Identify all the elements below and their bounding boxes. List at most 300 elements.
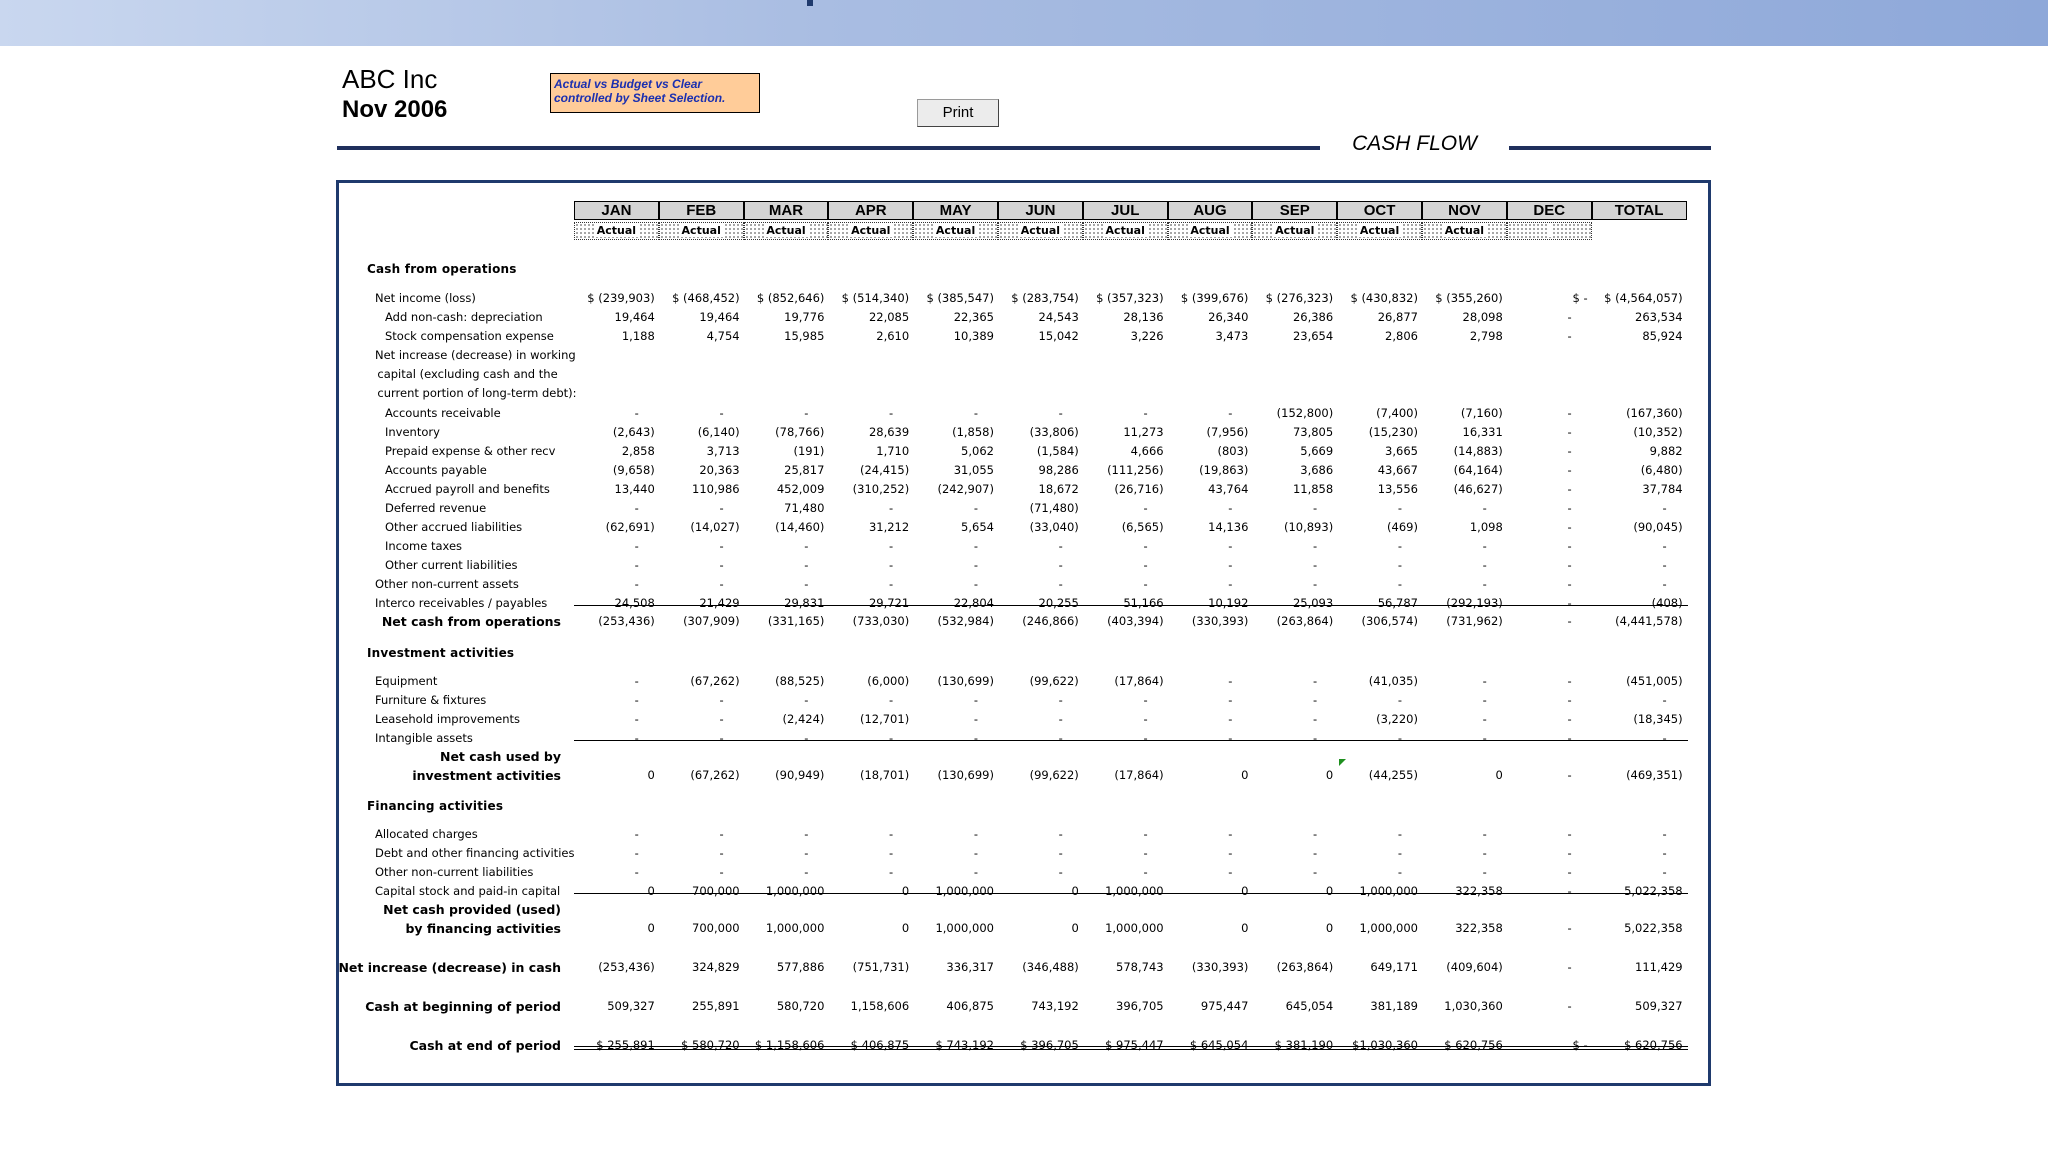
cell-mar[interactable]: (331,165) — [767, 614, 825, 628]
cell-feb[interactable]: $ 580,720 — [681, 1038, 740, 1052]
cell-aug[interactable]: 14,136 — [1208, 520, 1249, 534]
cell-nov[interactable]: - — [1482, 674, 1487, 688]
cell-nov[interactable]: (7,160) — [1460, 406, 1503, 420]
cell-jan[interactable]: - — [634, 731, 639, 745]
cell-apr[interactable]: 2,610 — [876, 329, 910, 343]
cell-feb[interactable]: 700,000 — [692, 921, 740, 935]
cell-mar[interactable]: 577,886 — [776, 960, 825, 974]
cell-jul[interactable]: - — [1143, 731, 1148, 745]
cell-total[interactable]: $ 620,756 — [1624, 1038, 1683, 1052]
cell-may[interactable]: - — [973, 846, 978, 860]
cell-apr[interactable]: $ (514,340) — [841, 291, 910, 305]
cell-jun[interactable]: 20,255 — [1038, 596, 1079, 610]
cell-jul[interactable]: - — [1143, 501, 1148, 515]
cell-jun[interactable]: - — [1058, 865, 1063, 879]
cell-aug[interactable]: - — [1228, 539, 1233, 553]
cell-dec[interactable]: - — [1567, 960, 1572, 974]
cell-total[interactable]: 5,022,358 — [1624, 921, 1683, 935]
cell-feb[interactable]: 324,829 — [692, 960, 740, 974]
cell-aug[interactable]: 975,447 — [1200, 999, 1249, 1013]
cell-aug[interactable]: - — [1228, 827, 1233, 841]
cell-oct[interactable]: - — [1397, 865, 1402, 879]
cell-jan[interactable]: $ (239,903) — [587, 291, 655, 305]
cell-jan[interactable]: - — [634, 406, 639, 420]
cell-feb[interactable]: - — [719, 846, 724, 860]
cell-mar[interactable]: - — [804, 865, 809, 879]
cell-oct[interactable]: 649,171 — [1370, 960, 1418, 974]
cell-oct[interactable]: (469) — [1387, 520, 1418, 534]
cell-oct[interactable]: 43,667 — [1377, 463, 1418, 477]
cell-nov[interactable]: (46,627) — [1453, 482, 1503, 496]
cell-feb[interactable]: 110,986 — [692, 482, 740, 496]
cell-mar[interactable]: 452,009 — [776, 482, 825, 496]
cell-nov[interactable]: - — [1482, 846, 1487, 860]
cell-oct[interactable]: - — [1397, 577, 1402, 591]
cell-dec[interactable]: $ - — [1572, 291, 1588, 305]
cell-feb[interactable]: - — [719, 539, 724, 553]
cell-oct[interactable]: - — [1397, 731, 1402, 745]
cell-apr[interactable]: - — [889, 558, 894, 572]
cell-nov[interactable]: 1,030,360 — [1444, 999, 1503, 1013]
cell-feb[interactable]: $ (468,452) — [672, 291, 740, 305]
cell-dec[interactable]: - — [1567, 884, 1572, 898]
cell-nov[interactable]: 322,358 — [1455, 884, 1503, 898]
cell-apr[interactable]: - — [889, 577, 894, 591]
cell-total[interactable]: 37,784 — [1642, 482, 1683, 496]
cell-aug[interactable]: 0 — [1241, 921, 1249, 935]
cell-oct[interactable]: 13,556 — [1377, 482, 1418, 496]
cell-aug[interactable]: - — [1228, 693, 1233, 707]
cell-apr[interactable]: - — [889, 501, 894, 515]
cell-nov[interactable]: (731,962) — [1446, 614, 1503, 628]
cell-dec[interactable]: - — [1567, 827, 1572, 841]
cell-nov[interactable]: 0 — [1495, 768, 1503, 782]
cell-oct[interactable]: (44,255) — [1368, 768, 1418, 782]
cell-mar[interactable]: 1,000,000 — [765, 884, 825, 898]
cell-jul[interactable]: - — [1143, 846, 1148, 860]
cell-oct[interactable]: 381,189 — [1370, 999, 1418, 1013]
cell-mar[interactable]: - — [804, 539, 809, 553]
cell-may[interactable]: 336,317 — [946, 960, 994, 974]
cell-jan[interactable]: 24,508 — [614, 596, 655, 610]
cell-jul[interactable]: (26,716) — [1114, 482, 1164, 496]
cell-apr[interactable]: 1,158,606 — [850, 999, 910, 1013]
cell-mar[interactable]: - — [804, 731, 809, 745]
cell-jul[interactable]: 28,136 — [1123, 310, 1164, 324]
cell-jun[interactable]: 18,672 — [1038, 482, 1079, 496]
cell-dec[interactable]: - — [1567, 999, 1572, 1013]
cell-apr[interactable]: (12,701) — [859, 712, 910, 726]
cell-apr[interactable]: 29,721 — [868, 596, 910, 610]
cell-sep[interactable]: - — [1313, 577, 1318, 591]
cell-feb[interactable]: (67,262) — [690, 674, 740, 688]
cell-sep[interactable]: - — [1313, 558, 1318, 572]
cell-jun[interactable]: (33,040) — [1029, 520, 1079, 534]
cell-dec[interactable]: - — [1567, 406, 1572, 420]
cell-sep[interactable]: 11,858 — [1292, 482, 1334, 496]
cell-apr[interactable]: 22,085 — [868, 310, 910, 324]
cell-sep[interactable]: - — [1313, 501, 1318, 515]
cell-jan[interactable]: 1,188 — [621, 329, 655, 343]
cell-jun[interactable]: - — [1058, 539, 1063, 553]
cell-aug[interactable]: - — [1228, 577, 1233, 591]
cell-total[interactable]: - — [1662, 501, 1667, 515]
cell-dec[interactable]: - — [1567, 482, 1572, 496]
cell-mar[interactable]: (191) — [793, 444, 825, 458]
cell-may[interactable]: 406,875 — [946, 999, 994, 1013]
cell-dec[interactable]: - — [1567, 463, 1572, 477]
cell-may[interactable]: 5,654 — [961, 520, 994, 534]
cell-jun[interactable]: (33,806) — [1029, 425, 1079, 439]
cell-jun[interactable]: - — [1058, 712, 1063, 726]
cell-total[interactable]: (469,351) — [1626, 768, 1683, 782]
cell-apr[interactable]: 28,639 — [868, 425, 910, 439]
cell-aug[interactable]: 0 — [1241, 884, 1249, 898]
cell-may[interactable]: - — [973, 731, 978, 745]
cell-jun[interactable]: $ (283,754) — [1011, 291, 1079, 305]
cell-total[interactable]: (6,480) — [1640, 463, 1683, 477]
cell-jul[interactable]: 578,743 — [1116, 960, 1164, 974]
cell-may[interactable]: 31,055 — [953, 463, 994, 477]
cell-sep[interactable]: 0 — [1325, 884, 1334, 898]
cell-apr[interactable]: - — [889, 693, 894, 707]
cell-jan[interactable]: 13,440 — [614, 482, 655, 496]
cell-sep[interactable]: 23,654 — [1292, 329, 1334, 343]
cell-total[interactable]: (18,345) — [1633, 712, 1683, 726]
cell-sep[interactable]: (263,864) — [1276, 960, 1334, 974]
cell-may[interactable]: $ (385,547) — [926, 291, 994, 305]
cell-aug[interactable]: (330,393) — [1191, 614, 1249, 628]
cell-dec[interactable]: - — [1567, 731, 1572, 745]
cell-jan[interactable]: - — [634, 827, 639, 841]
cell-jul[interactable]: (17,864) — [1114, 768, 1164, 782]
cell-jul[interactable]: - — [1143, 577, 1148, 591]
cell-dec[interactable]: $ - — [1572, 1038, 1588, 1052]
cell-sep[interactable]: - — [1313, 731, 1318, 745]
cell-may[interactable]: - — [973, 712, 978, 726]
cell-jan[interactable]: - — [634, 539, 639, 553]
cell-jul[interactable]: - — [1143, 406, 1148, 420]
cell-aug[interactable]: - — [1228, 501, 1233, 515]
cell-jan[interactable]: 0 — [647, 921, 655, 935]
cell-oct[interactable]: 3,665 — [1385, 444, 1418, 458]
cell-sep[interactable]: (152,800) — [1276, 406, 1334, 420]
cell-oct[interactable]: $1,030,360 — [1352, 1038, 1418, 1052]
cell-apr[interactable]: (733,030) — [852, 614, 910, 628]
cell-sep[interactable]: (10,893) — [1283, 520, 1334, 534]
cell-aug[interactable]: (7,956) — [1206, 425, 1249, 439]
cell-oct[interactable]: 1,000,000 — [1359, 921, 1418, 935]
cell-feb[interactable]: 20,363 — [699, 463, 740, 477]
cell-sep[interactable]: 26,386 — [1292, 310, 1334, 324]
cell-jan[interactable]: - — [634, 577, 639, 591]
cell-nov[interactable]: - — [1482, 731, 1487, 745]
cell-dec[interactable]: - — [1567, 865, 1572, 879]
cell-apr[interactable]: - — [889, 539, 894, 553]
cell-jun[interactable]: - — [1058, 693, 1063, 707]
cell-jan[interactable]: - — [634, 501, 639, 515]
cell-may[interactable]: - — [973, 501, 978, 515]
cell-mar[interactable]: (14,460) — [775, 520, 825, 534]
cell-mar[interactable]: - — [804, 558, 809, 572]
cell-total[interactable]: - — [1662, 827, 1667, 841]
cell-mar[interactable]: 19,776 — [784, 310, 825, 324]
cell-dec[interactable]: - — [1567, 712, 1572, 726]
cell-feb[interactable]: - — [719, 865, 724, 879]
cell-jul[interactable]: (111,256) — [1107, 463, 1164, 477]
cell-dec[interactable]: - — [1567, 425, 1572, 439]
cell-may[interactable]: - — [973, 865, 978, 879]
cell-feb[interactable]: 21,429 — [699, 596, 740, 610]
cell-jun[interactable]: 0 — [1071, 921, 1079, 935]
cell-may[interactable]: (130,699) — [937, 768, 994, 782]
cell-jan[interactable]: - — [634, 865, 639, 879]
cell-jul[interactable]: $ 975,447 — [1105, 1038, 1164, 1052]
cell-may[interactable]: - — [973, 539, 978, 553]
cell-may[interactable]: - — [973, 558, 978, 572]
cell-oct[interactable]: - — [1397, 846, 1402, 860]
cell-jun[interactable]: - — [1058, 406, 1063, 420]
cell-jun[interactable]: (99,622) — [1029, 768, 1079, 782]
print-button[interactable]: Print — [917, 99, 999, 127]
cell-jan[interactable]: 0 — [647, 884, 655, 898]
cell-nov[interactable]: - — [1482, 693, 1487, 707]
cell-jan[interactable]: 509,327 — [607, 999, 655, 1013]
cell-jun[interactable]: (99,622) — [1029, 674, 1079, 688]
cell-jun[interactable]: 98,286 — [1038, 463, 1079, 477]
cell-may[interactable]: 22,804 — [953, 596, 994, 610]
cell-sep[interactable]: - — [1313, 827, 1318, 841]
cell-jun[interactable]: (346,488) — [1022, 960, 1079, 974]
cell-total[interactable]: - — [1662, 846, 1667, 860]
cell-dec[interactable]: - — [1567, 577, 1572, 591]
cell-feb[interactable]: (307,909) — [683, 614, 740, 628]
cell-feb[interactable]: 4,754 — [706, 329, 740, 343]
cell-jan[interactable]: (253,436) — [598, 614, 655, 628]
cell-may[interactable]: - — [973, 827, 978, 841]
cell-apr[interactable]: (24,415) — [859, 463, 910, 477]
cell-jun[interactable]: - — [1058, 731, 1063, 745]
cell-jan[interactable]: 2,858 — [621, 444, 655, 458]
cell-apr[interactable]: 0 — [901, 921, 910, 935]
cell-mar[interactable]: $ 1,158,606 — [754, 1038, 825, 1052]
cell-oct[interactable]: - — [1397, 539, 1402, 553]
cell-jul[interactable]: 1,000,000 — [1105, 884, 1164, 898]
cell-sep[interactable]: 645,054 — [1285, 999, 1334, 1013]
cell-total[interactable]: 5,022,358 — [1624, 884, 1683, 898]
cell-apr[interactable]: 1,710 — [876, 444, 910, 458]
cell-jun[interactable]: (1,584) — [1036, 444, 1079, 458]
cell-sep[interactable]: 3,686 — [1300, 463, 1334, 477]
cell-jun[interactable]: - — [1058, 577, 1063, 591]
cell-nov[interactable]: - — [1482, 558, 1487, 572]
cell-sep[interactable]: 5,669 — [1300, 444, 1334, 458]
cell-jul[interactable]: 1,000,000 — [1105, 921, 1164, 935]
cell-nov[interactable]: 2,798 — [1469, 329, 1503, 343]
cell-jul[interactable]: - — [1143, 539, 1148, 553]
cell-total[interactable]: (167,360) — [1626, 406, 1683, 420]
cell-jul[interactable]: - — [1143, 693, 1148, 707]
cell-apr[interactable]: - — [889, 865, 894, 879]
cell-jun[interactable]: - — [1058, 827, 1063, 841]
cell-may[interactable]: (242,907) — [937, 482, 994, 496]
cell-total[interactable]: (408) — [1651, 596, 1683, 610]
cell-nov[interactable]: (14,883) — [1453, 444, 1503, 458]
cell-jan[interactable]: 19,464 — [614, 310, 655, 324]
cell-jan[interactable]: - — [634, 712, 639, 726]
cell-total[interactable]: (451,005) — [1626, 674, 1683, 688]
cell-mar[interactable]: 25,817 — [784, 463, 825, 477]
cell-oct[interactable]: (15,230) — [1368, 425, 1418, 439]
cell-nov[interactable]: - — [1482, 501, 1487, 515]
cell-jan[interactable]: (2,643) — [612, 425, 655, 439]
cell-dec[interactable]: - — [1567, 768, 1572, 782]
cell-mar[interactable]: - — [804, 827, 809, 841]
cell-jun[interactable]: - — [1058, 558, 1063, 572]
cell-total[interactable]: 263,534 — [1635, 310, 1683, 324]
cell-sep[interactable]: $ (276,323) — [1265, 291, 1334, 305]
cell-mar[interactable]: 1,000,000 — [765, 921, 825, 935]
cell-nov[interactable]: $ (355,260) — [1435, 291, 1503, 305]
cell-apr[interactable]: - — [889, 827, 894, 841]
cell-jun[interactable]: 15,042 — [1038, 329, 1079, 343]
cell-feb[interactable]: - — [719, 406, 724, 420]
cell-jul[interactable]: (6,565) — [1121, 520, 1164, 534]
cell-dec[interactable]: - — [1567, 558, 1572, 572]
cell-total[interactable]: 85,924 — [1642, 329, 1683, 343]
cell-jul[interactable]: (17,864) — [1114, 674, 1164, 688]
cell-jul[interactable]: (403,394) — [1107, 614, 1164, 628]
cell-total[interactable]: - — [1662, 558, 1667, 572]
cell-nov[interactable]: 322,358 — [1455, 921, 1503, 935]
cell-jul[interactable]: 4,666 — [1130, 444, 1164, 458]
cell-sep[interactable]: - — [1313, 712, 1318, 726]
cell-sep[interactable]: - — [1313, 674, 1318, 688]
cell-mar[interactable]: - — [804, 693, 809, 707]
cell-aug[interactable]: - — [1228, 712, 1233, 726]
cell-oct[interactable]: - — [1397, 501, 1402, 515]
cell-mar[interactable]: 580,720 — [776, 999, 825, 1013]
cell-may[interactable]: - — [973, 406, 978, 420]
cell-dec[interactable]: - — [1567, 501, 1572, 515]
cell-mar[interactable]: (78,766) — [775, 425, 825, 439]
cell-oct[interactable]: - — [1397, 693, 1402, 707]
cell-sep[interactable]: 73,805 — [1292, 425, 1334, 439]
cell-aug[interactable]: 0 — [1241, 768, 1249, 782]
cell-jul[interactable]: - — [1143, 712, 1148, 726]
cell-aug[interactable]: (19,863) — [1199, 463, 1249, 477]
cell-nov[interactable]: - — [1482, 577, 1487, 591]
cell-aug[interactable]: (330,393) — [1191, 960, 1249, 974]
cell-dec[interactable]: - — [1567, 520, 1572, 534]
cell-oct[interactable]: - — [1397, 827, 1402, 841]
cell-dec[interactable]: - — [1567, 596, 1572, 610]
cell-nov[interactable]: (292,193) — [1446, 596, 1503, 610]
cell-jul[interactable]: - — [1143, 865, 1148, 879]
cell-may[interactable]: (1,858) — [952, 425, 994, 439]
cell-jun[interactable]: 24,543 — [1038, 310, 1079, 324]
cell-dec[interactable]: - — [1567, 329, 1572, 343]
cell-nov[interactable]: - — [1482, 865, 1487, 879]
cell-jun[interactable]: (71,480) — [1029, 501, 1079, 515]
cell-feb[interactable]: 19,464 — [699, 310, 740, 324]
cell-may[interactable]: 5,062 — [961, 444, 994, 458]
cell-oct[interactable]: $ (430,832) — [1350, 291, 1418, 305]
cell-feb[interactable]: - — [719, 827, 724, 841]
cell-oct[interactable]: (41,035) — [1368, 674, 1418, 688]
cell-jul[interactable]: - — [1143, 558, 1148, 572]
cell-apr[interactable]: (310,252) — [852, 482, 910, 496]
cell-feb[interactable]: (67,262) — [690, 768, 740, 782]
cell-nov[interactable]: (409,604) — [1446, 960, 1503, 974]
cell-mar[interactable]: (2,424) — [782, 712, 825, 726]
cell-aug[interactable]: - — [1228, 731, 1233, 745]
cell-sep[interactable]: 0 — [1325, 921, 1334, 935]
cell-aug[interactable]: 43,764 — [1208, 482, 1249, 496]
cell-nov[interactable]: - — [1482, 712, 1487, 726]
cell-mar[interactable]: $ (852,646) — [756, 291, 825, 305]
cell-apr[interactable]: $ 406,875 — [850, 1038, 910, 1052]
cell-jan[interactable]: (62,691) — [605, 520, 655, 534]
cell-feb[interactable]: - — [719, 731, 724, 745]
cell-aug[interactable]: 3,473 — [1215, 329, 1249, 343]
cell-sep[interactable]: - — [1313, 539, 1318, 553]
cell-total[interactable]: - — [1662, 577, 1667, 591]
cell-jan[interactable]: - — [634, 674, 639, 688]
cell-total[interactable]: 111,429 — [1635, 960, 1683, 974]
cell-jul[interactable]: 3,226 — [1130, 329, 1164, 343]
cell-total[interactable]: $ (4,564,057) — [1604, 291, 1683, 305]
cell-oct[interactable]: (7,400) — [1376, 406, 1418, 420]
cell-nov[interactable]: (64,164) — [1453, 463, 1503, 477]
cell-aug[interactable]: - — [1228, 406, 1233, 420]
cell-may[interactable]: $ 743,192 — [935, 1038, 994, 1052]
cell-feb[interactable]: - — [719, 501, 724, 515]
cell-nov[interactable]: 28,098 — [1462, 310, 1503, 324]
cell-feb[interactable]: 3,713 — [706, 444, 740, 458]
cell-oct[interactable]: 56,787 — [1377, 596, 1418, 610]
cell-feb[interactable]: - — [719, 712, 724, 726]
cell-apr[interactable]: - — [889, 406, 894, 420]
cell-oct[interactable]: 26,877 — [1377, 310, 1418, 324]
cell-feb[interactable]: - — [719, 558, 724, 572]
cell-jan[interactable]: - — [634, 558, 639, 572]
cell-mar[interactable]: 71,480 — [784, 501, 825, 515]
cell-aug[interactable]: - — [1228, 674, 1233, 688]
cell-nov[interactable]: - — [1482, 539, 1487, 553]
cell-dec[interactable]: - — [1567, 693, 1572, 707]
cell-aug[interactable]: (803) — [1217, 444, 1249, 458]
cell-jan[interactable]: (9,658) — [612, 463, 655, 477]
cell-total[interactable]: 509,327 — [1635, 999, 1683, 1013]
cell-jun[interactable]: (246,866) — [1022, 614, 1079, 628]
cell-feb[interactable]: - — [719, 693, 724, 707]
cell-apr[interactable]: - — [889, 846, 894, 860]
cell-dec[interactable]: - — [1567, 921, 1572, 935]
cell-jul[interactable]: 396,705 — [1116, 999, 1164, 1013]
cell-aug[interactable]: - — [1228, 846, 1233, 860]
cell-jan[interactable]: $ 255,891 — [596, 1038, 655, 1052]
cell-total[interactable]: 9,882 — [1649, 444, 1683, 458]
cell-feb[interactable]: (14,027) — [690, 520, 740, 534]
cell-aug[interactable]: $ (399,676) — [1180, 291, 1249, 305]
cell-jan[interactable]: - — [634, 693, 639, 707]
cell-mar[interactable]: - — [804, 406, 809, 420]
cell-mar[interactable]: (88,525) — [775, 674, 825, 688]
cell-jan[interactable]: 0 — [647, 768, 655, 782]
cell-mar[interactable]: (90,949) — [775, 768, 825, 782]
cell-dec[interactable]: - — [1567, 846, 1572, 860]
